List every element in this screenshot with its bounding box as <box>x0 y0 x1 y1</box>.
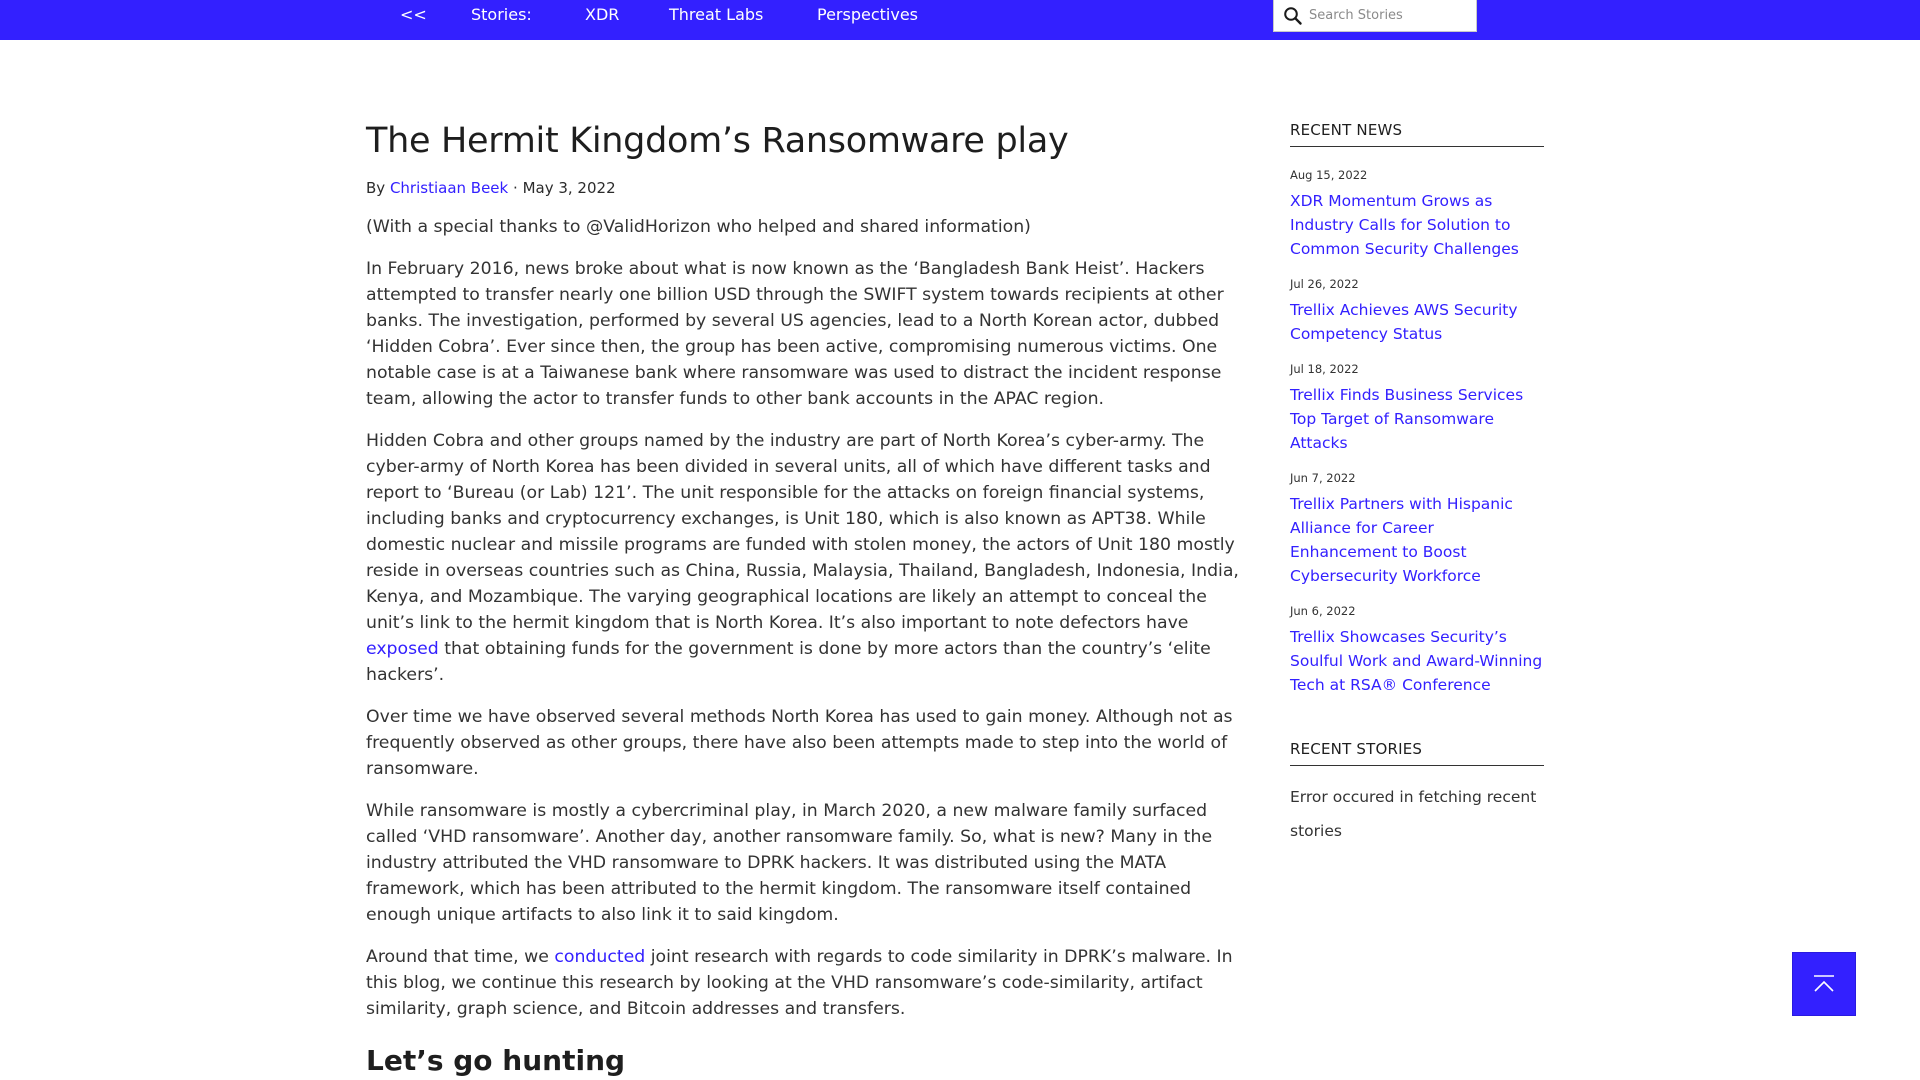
exposed-link[interactable]: exposed <box>366 639 439 659</box>
byline-separator: · <box>513 179 518 197</box>
byline <box>366 178 1251 198</box>
article <box>366 118 1251 1078</box>
top-nav-bar <box>0 0 1920 40</box>
nav-item-xdr[interactable]: XDR <box>585 5 620 24</box>
search-icon[interactable] <box>1283 6 1303 26</box>
article-paragraph-5 <box>366 944 1251 1022</box>
author-link[interactable]: Christiaan Beek <box>389 179 509 197</box>
paragraph-2-text-b: that obtaining funds for the government is done by more actors than the country’s ‘elite hackers’. <box>366 639 1211 685</box>
news-item <box>1290 167 1544 261</box>
paragraph-5-text-a: Around that time, we <box>366 947 549 967</box>
news-item <box>1290 603 1544 697</box>
byline-prefix: By <box>366 179 386 197</box>
nav-back-link[interactable]: << <box>400 5 427 24</box>
recent-news-list <box>1290 167 1544 697</box>
recent-stories-error: Error occured in fetching recent stories <box>1290 788 1537 840</box>
news-date: Jul 18, 2022 <box>1290 362 1359 376</box>
search-input[interactable] <box>1309 8 1469 23</box>
article-paragraph-1: In February 2016, news broke about what is now known as the ‘Bangladesh Bank Heist’. Hackers attempted to transfer nearly one billion USD through the SWIFT system towards recipients at other banks. The investigation, performed by several US agencies, lead to a North Korean actor, dubbed ‘Hidden Cobra’. Ever since then, the group has been active, compromising numerous victims. One notable case is at a Taiwanese bank where ransomware was used to distract the incident response team, allowing the actor to transfer funds to other bank accounts in the APAC region. <box>366 259 1224 409</box>
news-link[interactable]: Trellix Partners with Hispanic Alliance for Career Enhancement to Boost Cybersecurity Workforce <box>1290 495 1513 585</box>
news-item <box>1290 361 1544 455</box>
section-heading: Let’s go hunting <box>366 1044 626 1077</box>
article-paragraph-3: Over time we have observed several methods North Korea has used to gain money. Although not as frequently observed as other groups, there have also been attempts made to step into the world of ransomware. <box>366 707 1233 779</box>
news-item <box>1290 276 1544 346</box>
news-date: Jun 6, 2022 <box>1290 604 1356 618</box>
recent-news-heading: RECENT NEWS <box>1290 118 1544 147</box>
news-date: Jun 7, 2022 <box>1290 471 1356 485</box>
sidebar <box>1290 118 1544 848</box>
news-link[interactable]: XDR Momentum Grows as Industry Calls for Solution to Common Security Challenges <box>1290 192 1519 258</box>
news-link[interactable]: Trellix Achieves AWS Security Competency Status <box>1290 301 1518 343</box>
recent-stories-heading: RECENT STORIES <box>1290 737 1544 766</box>
nav-item-stories[interactable]: Stories: <box>471 5 532 24</box>
news-date: Aug 15, 2022 <box>1290 168 1368 182</box>
nav-item-perspectives[interactable]: Perspectives <box>817 5 918 24</box>
news-link[interactable]: Trellix Finds Business Services Top Target of Ransomware Attacks <box>1290 386 1524 452</box>
article-intro: (With a special thanks to @ValidHorizon who helped and shared information) <box>366 217 1031 237</box>
news-date: Jul 26, 2022 <box>1290 277 1359 291</box>
news-item <box>1290 470 1544 588</box>
publish-date: May 3, 2022 <box>522 179 616 197</box>
back-to-top-button[interactable] <box>1792 952 1856 1016</box>
article-paragraph-4: While ransomware is mostly a cybercriminal play, in March 2020, a new malware family surfaced called ‘VHD ransomware’. Another day, another ransomware family. So, what is new? Many in the industry attributed the VHD ransomware to DPRK hackers. It was distributed using the MATA framework, which has been attributed to the hermit kingdom. The ransomware itself contained enough unique artifacts to also link it to said kingdom. <box>366 801 1213 925</box>
news-link[interactable]: Trellix Showcases Security’s Soulful Work and Award-Winning Tech at RSA® Conference <box>1290 628 1543 694</box>
conducted-link[interactable]: conducted <box>554 947 646 967</box>
paragraph-5-text-b: joint research with regards to code similarity in DPRK’s malware. In this blog, we continue this research by looking at the VHD ransomware’s code-similarity, artifact similarity, graph science, and Bitcoin addresses and transfers. <box>366 947 1233 1019</box>
paragraph-2-text-a: Hidden Cobra and other groups named by the industry are part of North Korea’s cyber-army. The cyber-army of North Korea has been divided in several units, all of which have different tasks and report to ‘Bureau (or Lab) 121’. The unit responsible for the attacks on foreign financial systems, including banks and cryptocurrency exchanges, is Unit 180, which is also known as APT38. While domestic nuclear and missile programs are funded with stolen money, the actors of Unit 180 mostly reside in overseas countries such as China, Russia, Malaysia, Thailand, Bangladesh, Indonesia, India, Kenya, and Mozambique. The varying geographical locations are likely an attempt to conceal the unit’s link to the hermit kingdom that is North Korea. It’s also important to note defectors have <box>366 431 1239 633</box>
arrow-up-to-top-icon <box>1812 974 1836 994</box>
search-box[interactable] <box>1273 0 1477 32</box>
article-title: The Hermit Kingdom’s Ransomware play <box>366 121 1069 161</box>
article-paragraph-2 <box>366 428 1251 688</box>
nav-item-threat-labs[interactable]: Threat Labs <box>669 5 764 24</box>
